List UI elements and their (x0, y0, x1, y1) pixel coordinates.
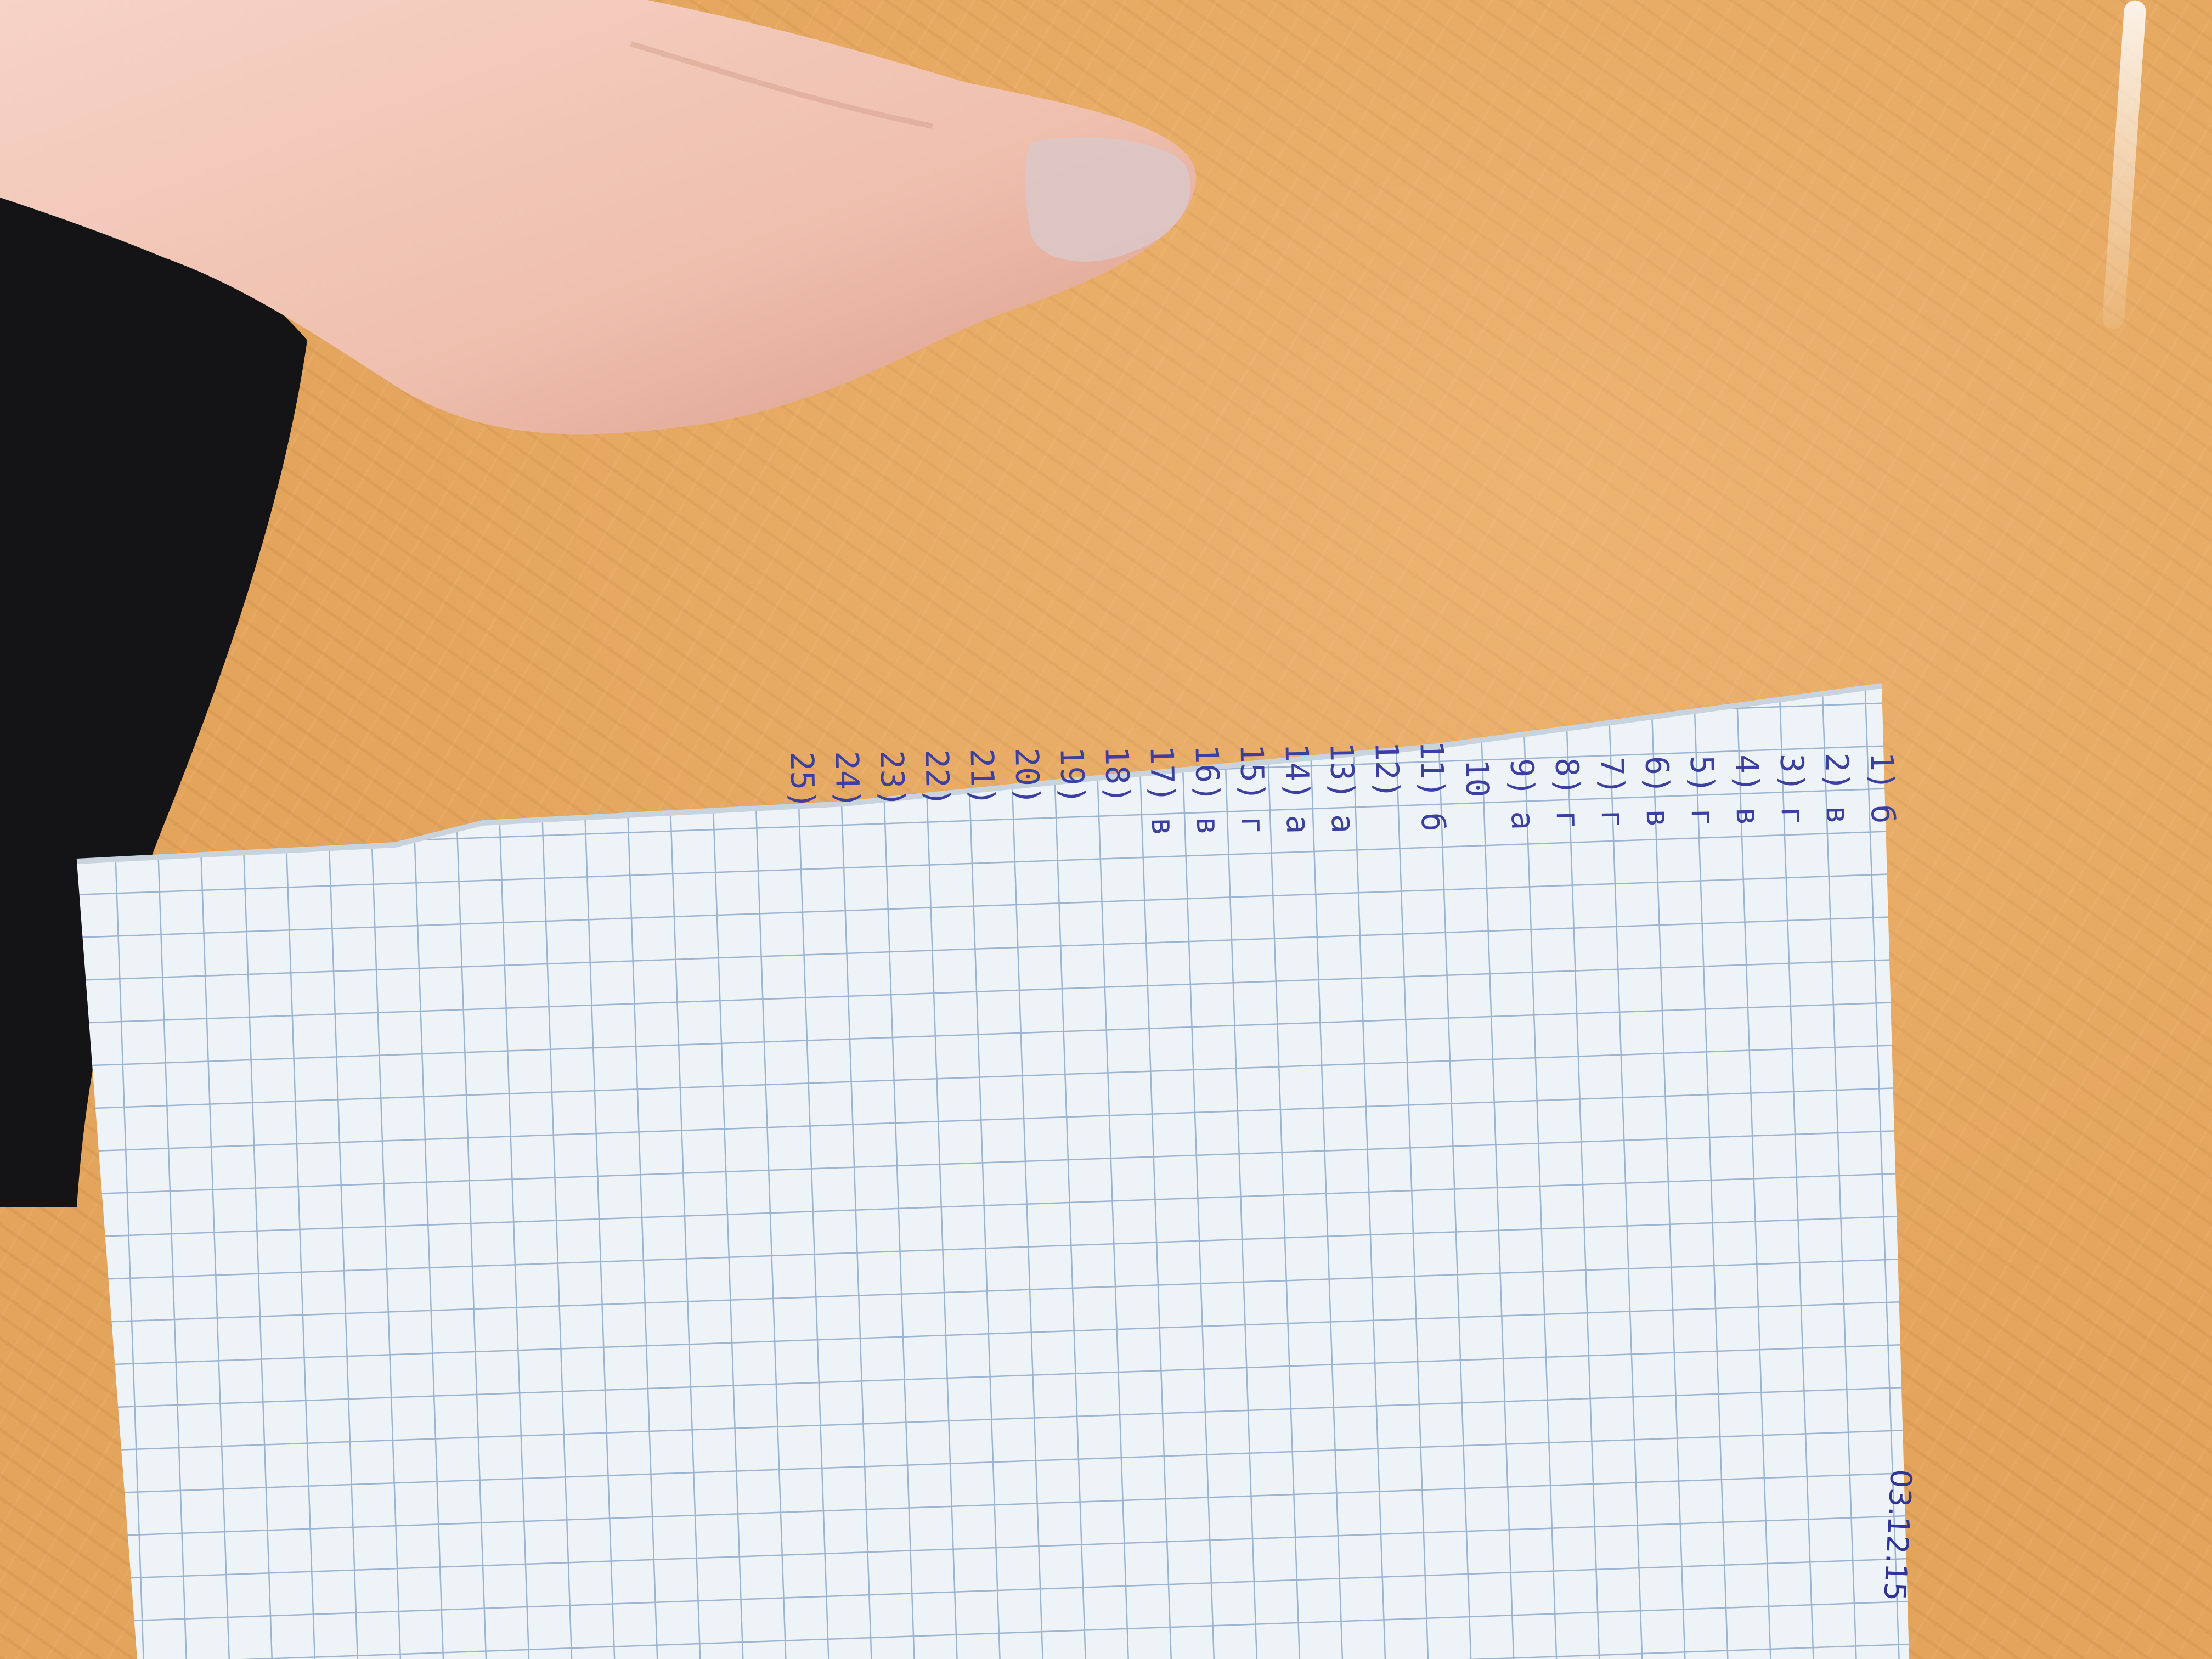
answer-row (1409, 732, 1455, 832)
answer-row (824, 742, 871, 842)
answer-letter: в (1189, 816, 1227, 836)
answer-row (1769, 726, 1815, 826)
answer-number: 13) (1323, 742, 1362, 800)
answer-row (1499, 730, 1545, 830)
answer-row (959, 740, 1006, 840)
answer-row (1724, 726, 1770, 826)
answer-letter: в (1144, 816, 1182, 837)
answer-row (1184, 736, 1231, 836)
answer-number: 11) (1413, 740, 1452, 799)
answer-row (1094, 737, 1141, 837)
answer-number: 4) (1728, 754, 1767, 793)
answer-number: 18) (1098, 746, 1137, 804)
answer-letter: г (1549, 810, 1587, 830)
answer-number: 21) (963, 748, 1002, 806)
hand (0, 0, 1262, 494)
answer-letter: б (1864, 804, 1902, 825)
answer-letter: в (1729, 806, 1767, 827)
answer-letter: г (1234, 815, 1272, 836)
answer-number: 9) (1503, 758, 1542, 797)
answer-row (1274, 735, 1321, 834)
answer-letter (964, 820, 1002, 821)
answer-number: 20) (1008, 747, 1047, 806)
answer-number: 6) (1638, 755, 1677, 795)
answer-number: 23) (873, 749, 912, 808)
answer-row (1004, 739, 1051, 839)
handwritten-date-note (1875, 1468, 1920, 1602)
answer-row (1229, 735, 1276, 835)
answer-row (1634, 728, 1680, 828)
answer-number: 10 (1458, 759, 1497, 798)
answer-row (1859, 724, 1905, 824)
answer-row (1454, 731, 1500, 831)
answer-number: 19) (1053, 747, 1092, 805)
answer-letter: г (1684, 807, 1722, 827)
answer-number: 12) (1368, 741, 1407, 800)
answer-letter: а (1504, 810, 1542, 831)
answer-number: 2) (1818, 752, 1857, 792)
answer-row (1364, 733, 1410, 833)
answer-number: 15) (1233, 743, 1272, 802)
answer-letter (1369, 813, 1407, 814)
answer-letter: г (1594, 809, 1632, 829)
answer-number: 3) (1773, 753, 1812, 793)
answer-letter (830, 822, 867, 823)
answer-row (1679, 727, 1725, 827)
note-date: 03.12.15 (1877, 1468, 1919, 1602)
handwritten-answers-list (779, 724, 1905, 843)
answer-row (914, 741, 961, 840)
answer-row (779, 743, 826, 843)
answer-letter (1099, 817, 1137, 818)
answer-row (1589, 729, 1635, 829)
answer-row (869, 741, 916, 841)
answer-number: 24) (828, 751, 867, 809)
answer-row (1319, 733, 1365, 833)
answer-letter: г (1774, 805, 1812, 826)
answer-number: 25) (783, 751, 822, 810)
answer-number: 7) (1593, 756, 1632, 795)
answer-number: 1) (1863, 752, 1901, 791)
answer-letter: а (1279, 814, 1317, 834)
answer-number: 8) (1548, 757, 1587, 797)
answer-letter: а (1324, 814, 1362, 834)
answer-number: 17) (1143, 745, 1182, 804)
answer-letter: в (1639, 808, 1677, 828)
answer-letter (1009, 819, 1047, 820)
answer-letter: б (1414, 812, 1452, 832)
answer-row (1049, 738, 1096, 838)
answer-row (1814, 725, 1860, 825)
answer-row (1139, 737, 1186, 837)
answer-row (1544, 730, 1590, 830)
answer-number: 16) (1188, 744, 1227, 803)
answer-letter (1459, 811, 1497, 812)
answer-number: 22) (918, 749, 957, 808)
answer-number: 5) (1683, 754, 1722, 794)
answer-letter: в (1819, 805, 1857, 825)
answer-number: 14) (1278, 742, 1317, 801)
